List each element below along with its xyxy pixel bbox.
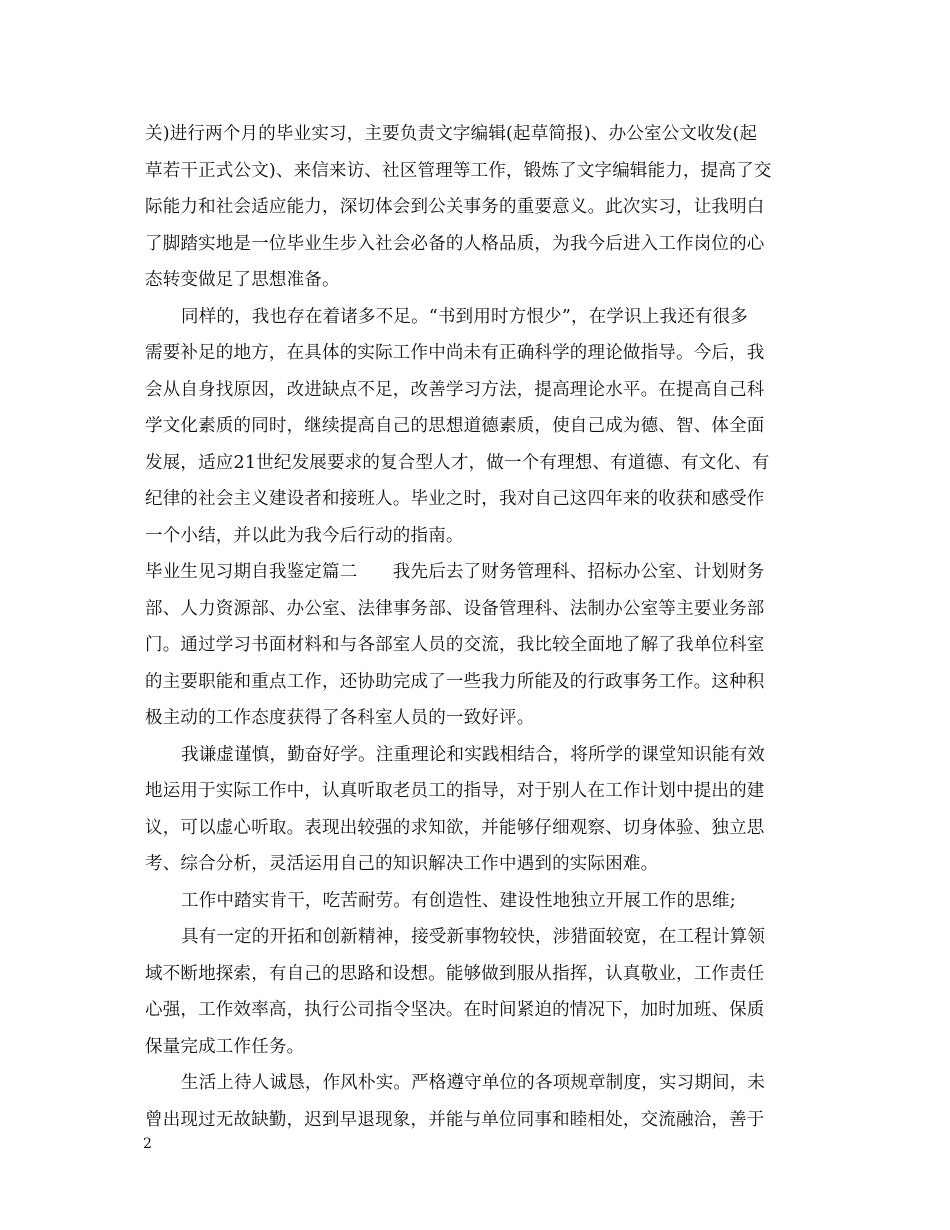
text-line: 域不断地探索，有自己的思路和设想。能够做到服从指挥，认真敬业，工作责任 bbox=[145, 963, 765, 984]
text-line: 议，可以虚心听取。表现出较强的求知欲，并能够仔细观察、切身体验、独立思 bbox=[145, 817, 765, 838]
text-line: 心强，工作效率高，执行公司指令坚决。在时间紧迫的情况下，加时加班、保质 bbox=[145, 1000, 765, 1020]
text-line: 曾出现过无故缺勤，迟到早退现象，并能与单位同事和睦相处，交流融洽，善于 bbox=[145, 1109, 765, 1130]
text-line: 会从自身找原因，改进缺点不足，改善学习方法，提高理论水平。在提高自己科 bbox=[145, 379, 765, 400]
text-line: 同样的，我也存在着诸多不足。“书到用时方恨少”，在学识上我还有很多 bbox=[181, 306, 748, 327]
text-line: 一个小结，并以此为我今后行动的指南。 bbox=[145, 525, 464, 546]
text-line: 我谦虚谨慎，勤奋好学。注重理论和实践相结合，将所学的课堂知识能有效 bbox=[181, 744, 766, 765]
text-line: 部、人力资源部、办公室、法律事务部、设备管理科、法制办公室等主要业务部 bbox=[145, 598, 765, 619]
body-text bbox=[145, 116, 807, 1138]
text-line: 学文化素质的同时，继续提高自己的思想道德素质，使自己成为德、智、体全面 bbox=[145, 416, 765, 436]
text-line: 具有一定的开拓和创新精神，接受新事物较快，涉猎面较宽，在工程计算领 bbox=[181, 927, 766, 947]
text-line: 草若干正式公文)、来信来访、社区管理等工作，锻炼了文字编辑能力，提高了交 bbox=[145, 160, 772, 181]
text-line: 保量完成工作任务。 bbox=[145, 1036, 305, 1057]
text-line: 生活上待人诚恳，作风朴实。严格遵守单位的各项规章制度，实习期间，未 bbox=[181, 1073, 766, 1093]
page-number: 2 bbox=[143, 1136, 152, 1152]
text-line: 考、综合分析，灵活运用自己的知识解决工作中遇到的实际困难。 bbox=[145, 854, 659, 874]
text-line: 门。通过学习书面材料和与各部室人员的交流，我比较全面地了解了我单位科室 bbox=[145, 635, 765, 655]
text-line: 发展，适应21世纪发展要求的复合型人才，做一个有理想、有道德、有文化、有 bbox=[145, 452, 770, 473]
text-line: 态转变做足了思想准备。 bbox=[145, 270, 340, 290]
text-line: 地运用于实际工作中，认真听取老员工的指导，对于别人在工作计划中提出的建 bbox=[145, 781, 765, 801]
text-line: 关)进行两个月的毕业实习，主要负责文字编辑(起草简报)、办公室公文收发(起 bbox=[145, 124, 758, 144]
text-line: 纪律的社会主义建设者和接班人。毕业之时，我对自己这四年来的收获和感受作 bbox=[145, 489, 765, 509]
text-line: 毕业生见习期自我鉴定篇二 我先后去了财务管理科、招标办公室、计划财务 bbox=[145, 562, 765, 582]
text-line: 际能力和社会适应能力，深切体会到公关事务的重要意义。此次实习，让我明白 bbox=[145, 197, 765, 217]
text-line: 了脚踏实地是一位毕业生步入社会必备的人格品质，为我今后进入工作岗位的心 bbox=[145, 233, 765, 254]
text-line: 的主要职能和重点工作，还协助完成了一些我力所能及的行政事务工作。这种积 bbox=[145, 671, 765, 692]
text-line: 极主动的工作态度获得了各科室人员的一致好评。 bbox=[145, 708, 535, 728]
text-line: 需要补足的地方，在具体的实际工作中尚未有正确科学的理论做指导。今后，我 bbox=[145, 343, 765, 363]
text-line: 工作中踏实肯干，吃苦耐劳。有创造性、建设性地独立开展工作的思维; bbox=[181, 890, 736, 911]
